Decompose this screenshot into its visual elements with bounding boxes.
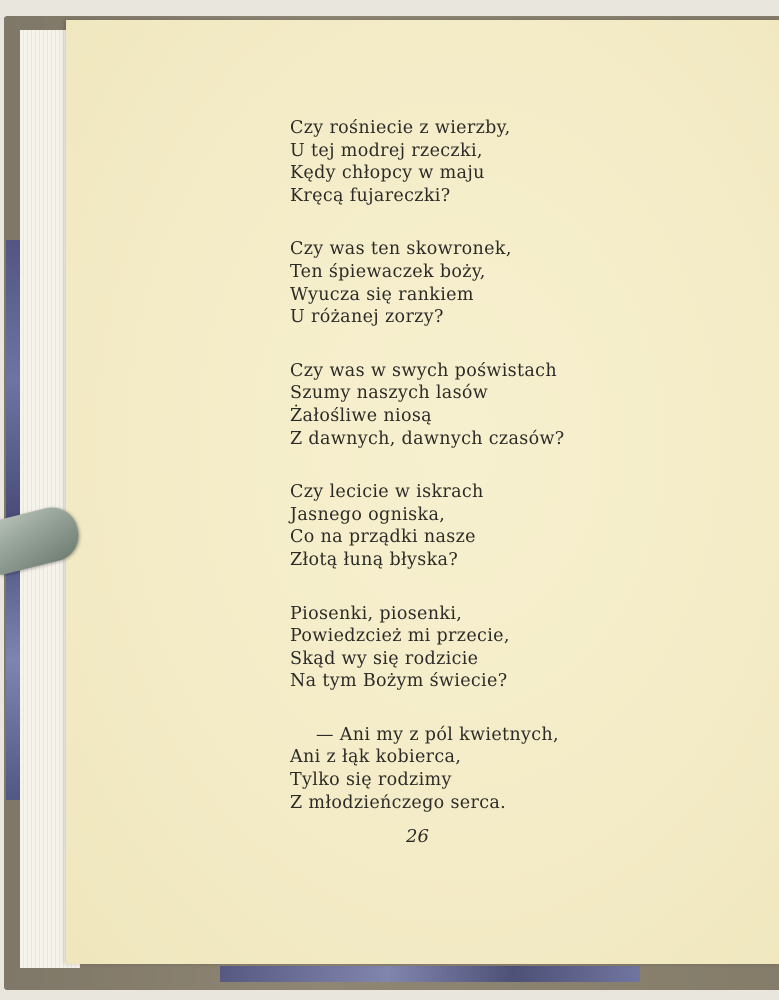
poem-line: Czy was w swych poświstach	[290, 360, 557, 381]
poem	[290, 117, 565, 845]
poem-line: Skąd wy się rodzicie	[290, 648, 479, 669]
poem-line: Czy was ten skowronek,	[290, 239, 512, 260]
stanza-2	[290, 238, 565, 328]
poem-line: Tylko się rodzimy	[290, 770, 452, 791]
stanza-4	[290, 481, 565, 571]
poem-line: Żałośliwe niosą	[290, 405, 432, 426]
poem-line: Z młodzieńczego serca.	[290, 792, 507, 813]
poem-line: Wyucza się rankiem	[290, 284, 474, 305]
marbled-endpaper-bottom	[220, 966, 640, 982]
stanza-5	[290, 603, 565, 693]
poem-line: Czy lecicie w iskrach	[290, 482, 484, 503]
stanza-1	[290, 117, 565, 207]
poem-line: Kręcą fujareczki?	[290, 185, 451, 206]
poem-line: Co na prządki nasze	[290, 527, 476, 548]
poem-line: Ten śpiewaczek boży,	[290, 261, 486, 282]
page-number: 26	[406, 826, 429, 847]
book-page	[66, 20, 779, 964]
stanza-3	[290, 360, 565, 450]
poem-line: Złotą łuną błyska?	[290, 549, 459, 570]
poem-line: U tej modrej rzeczki,	[290, 140, 483, 161]
poem-line: Szumy naszych lasów	[290, 383, 489, 404]
poem-line: — Ani my z pól kwietnych,	[316, 724, 559, 745]
poem-line: Jasnego ogniska,	[290, 504, 446, 525]
stanza-6	[290, 724, 565, 814]
poem-line: Z dawnych, dawnych czasów?	[290, 428, 565, 449]
poem-line: Powiedzcież mi przecie,	[290, 626, 510, 647]
poem-line: Na tym Bożym świecie?	[290, 671, 508, 692]
poem-line: Czy rośniecie z wierzby,	[290, 118, 511, 138]
poem-line: Kędy chłopcy w maju	[290, 163, 485, 184]
poem-line: Piosenki, piosenki,	[290, 603, 463, 624]
poem-line: U różanej zorzy?	[290, 307, 444, 328]
poem-line: Ani z łąk kobierca,	[290, 747, 462, 768]
